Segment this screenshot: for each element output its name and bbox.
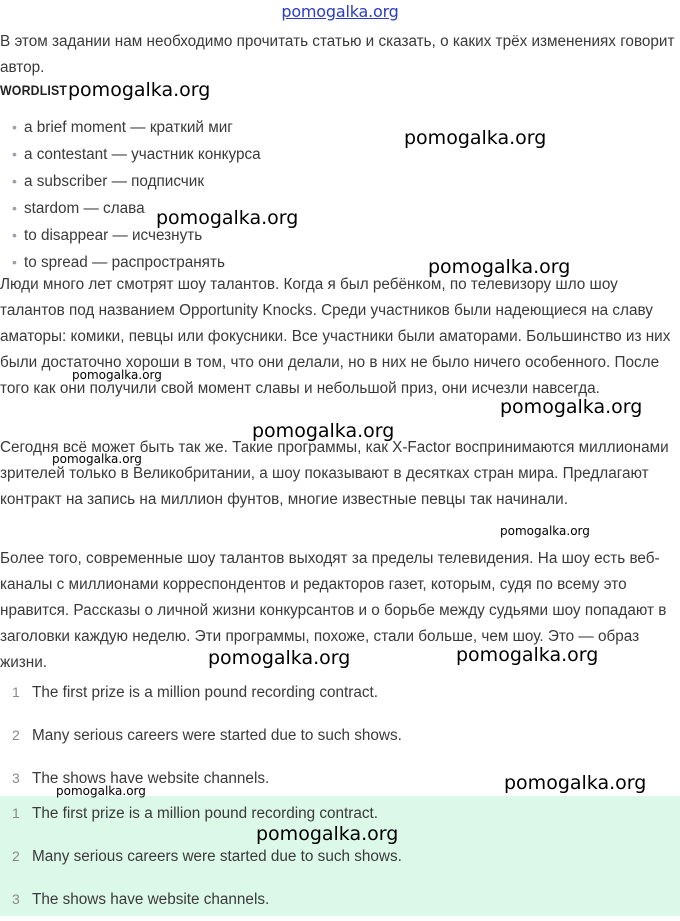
watermark: pomogalka.org (252, 420, 395, 442)
bullet-icon: • (12, 254, 17, 270)
intro-text: В этом задании нам необходимо прочитать статью и сказать, о каких трёх изменениях говорит автор. (0, 33, 675, 76)
wordlist-item: • stardom — слава (10, 195, 261, 222)
wordlist-item: • a subscriber — подписчик (10, 168, 261, 195)
watermark: pomogalka.org (72, 368, 162, 382)
watermark: pomogalka.org (156, 207, 299, 229)
top-watermark-link[interactable]: pomogalka.org (281, 2, 399, 21)
wordlist-item: • a contestant — участник конкурса (10, 141, 261, 168)
paragraph-1: Люди много лет смотрят шоу талантов. Когда я был ребёнком, по телевизору шло шоу талантов под названием Opportunity Knocks. Среди участников были надеющиеся на славу аматоры: комики, певцы или фокусники. Все участники были аматорами. Большинство из них были достаточно хороши в том, что они делали, но в них не было ничего особенного. После того как они получили свой момент славы и небольшой приз, они исчезли навсегда. (0, 276, 671, 397)
answers-list (0, 792, 680, 921)
option-item: 1 The first prize is a million pound recording contract. (12, 684, 379, 701)
bullet-icon: • (12, 173, 17, 189)
wordlist-item: • to disappear — исчезнуть (10, 222, 261, 249)
watermark: pomogalka.org (504, 772, 647, 794)
answer-item: 2 Many serious careers were started due to such shows. (12, 848, 402, 865)
watermark: pomogalka.org (52, 452, 142, 466)
watermark: pomogalka.org (404, 127, 547, 149)
paragraph-2: Сегодня всё может быть так же. Такие программы, как X-Factor воспринимаются миллионами зрителей только в Великобритании, а шоу показывают в десятках стран мира. Предлагают контракт на запись на миллион фунтов, многие известные певцы так начинали. (0, 439, 669, 508)
bullet-icon: • (12, 227, 17, 243)
watermark: pomogalka.org (56, 784, 146, 798)
wordlist-title: WORDLIST (0, 82, 68, 98)
watermark: pomogalka.org (500, 396, 643, 418)
wordlist-item: • a brief moment — краткий миг (10, 114, 261, 141)
wordlist (10, 114, 261, 276)
option-item: 2 Many serious careers were started due to such shows. (12, 727, 402, 744)
paragraph-3: Более того, современные шоу талантов выходят за пределы телевидения. На шоу есть веб-каналы с миллионами корреспондентов и редакторов газет, которым, судя по всему это нравится. Рассказы о личной жизни конкурсантов и о борьбе между судьями шоу попадают в заголовки каждую неделю. Эти программы, похоже, стали больше, чем шоу. Это — образ жизни. (0, 550, 667, 671)
watermark: pomogalka.org (500, 524, 590, 538)
bullet-icon: • (12, 200, 17, 216)
bullet-icon: • (12, 119, 17, 135)
option-item: 3 The shows have website channels. (12, 770, 270, 787)
watermark: pomogalka.org (208, 647, 351, 669)
watermark: pomogalka.org (256, 823, 399, 845)
watermark: pomogalka.org (456, 644, 599, 666)
answer-item: 3 The shows have website channels. (12, 891, 270, 908)
bullet-icon: • (12, 146, 17, 162)
wordlist-item: • to spread — распространять (10, 249, 261, 276)
watermark: pomogalka.org (428, 256, 571, 278)
answer-item: 1 The first prize is a million pound recording contract. (12, 805, 379, 822)
watermark: pomogalka.org (68, 79, 211, 101)
